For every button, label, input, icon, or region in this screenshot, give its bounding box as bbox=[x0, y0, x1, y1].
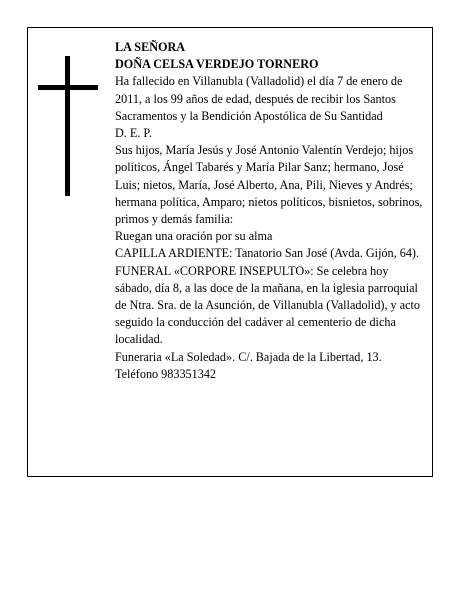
funeral-info: FUNERAL «CORPORE INSEPULTO»: Se celebra hoy sábado, día 8, a las doce de la mañana, en la iglesia parroquial de Ntra. Sra. de la Asunción, de Villanubla (Valladolid), y acto seguido la conducción del cadáver al cementerio de dicha localidad. bbox=[115, 263, 420, 347]
notice-heading-title: LA SEÑORA bbox=[115, 40, 186, 54]
cross-vertical-bar bbox=[65, 56, 70, 196]
latin-cross-icon bbox=[38, 56, 98, 196]
obituary-text bbox=[115, 39, 427, 383]
prayer-request: Ruegan una oración por su alma bbox=[115, 229, 273, 244]
family-list: Sus hijos, María Jesús y José Antonio Valentín Verdejo; hijos políticos, Ángel Tabarés y María Pilar Sanz; hermano, José Luis; nietos, María, José Alberto, Ana, Pili, Nieves y Andrés; hermana política, Amparo; nietos políticos, bisnietos, sobrinos, primos y demás familia: bbox=[115, 143, 423, 227]
cross-horizontal-bar bbox=[38, 85, 98, 90]
rip-line: D. E. P. bbox=[115, 126, 152, 141]
chapel-info: CAPILLA ARDIENTE: Tanatorio San José (Avda. Gijón, 64). bbox=[115, 246, 420, 261]
deceased-name: DOÑA CELSA VERDEJO TORNERO bbox=[115, 57, 319, 72]
death-announcement: Ha fallecido en Villanubla (Valladolid) el día 7 de enero de 2011, a los 99 años de edad, después de recibir los Santos Sacramentos y la Bendición Apostólica de Su Santidad bbox=[115, 74, 403, 123]
funeral-home-info: Funeraria «La Soledad». C/. Bajada de la Libertad, 13. Teléfono 983351342 bbox=[115, 349, 382, 381]
